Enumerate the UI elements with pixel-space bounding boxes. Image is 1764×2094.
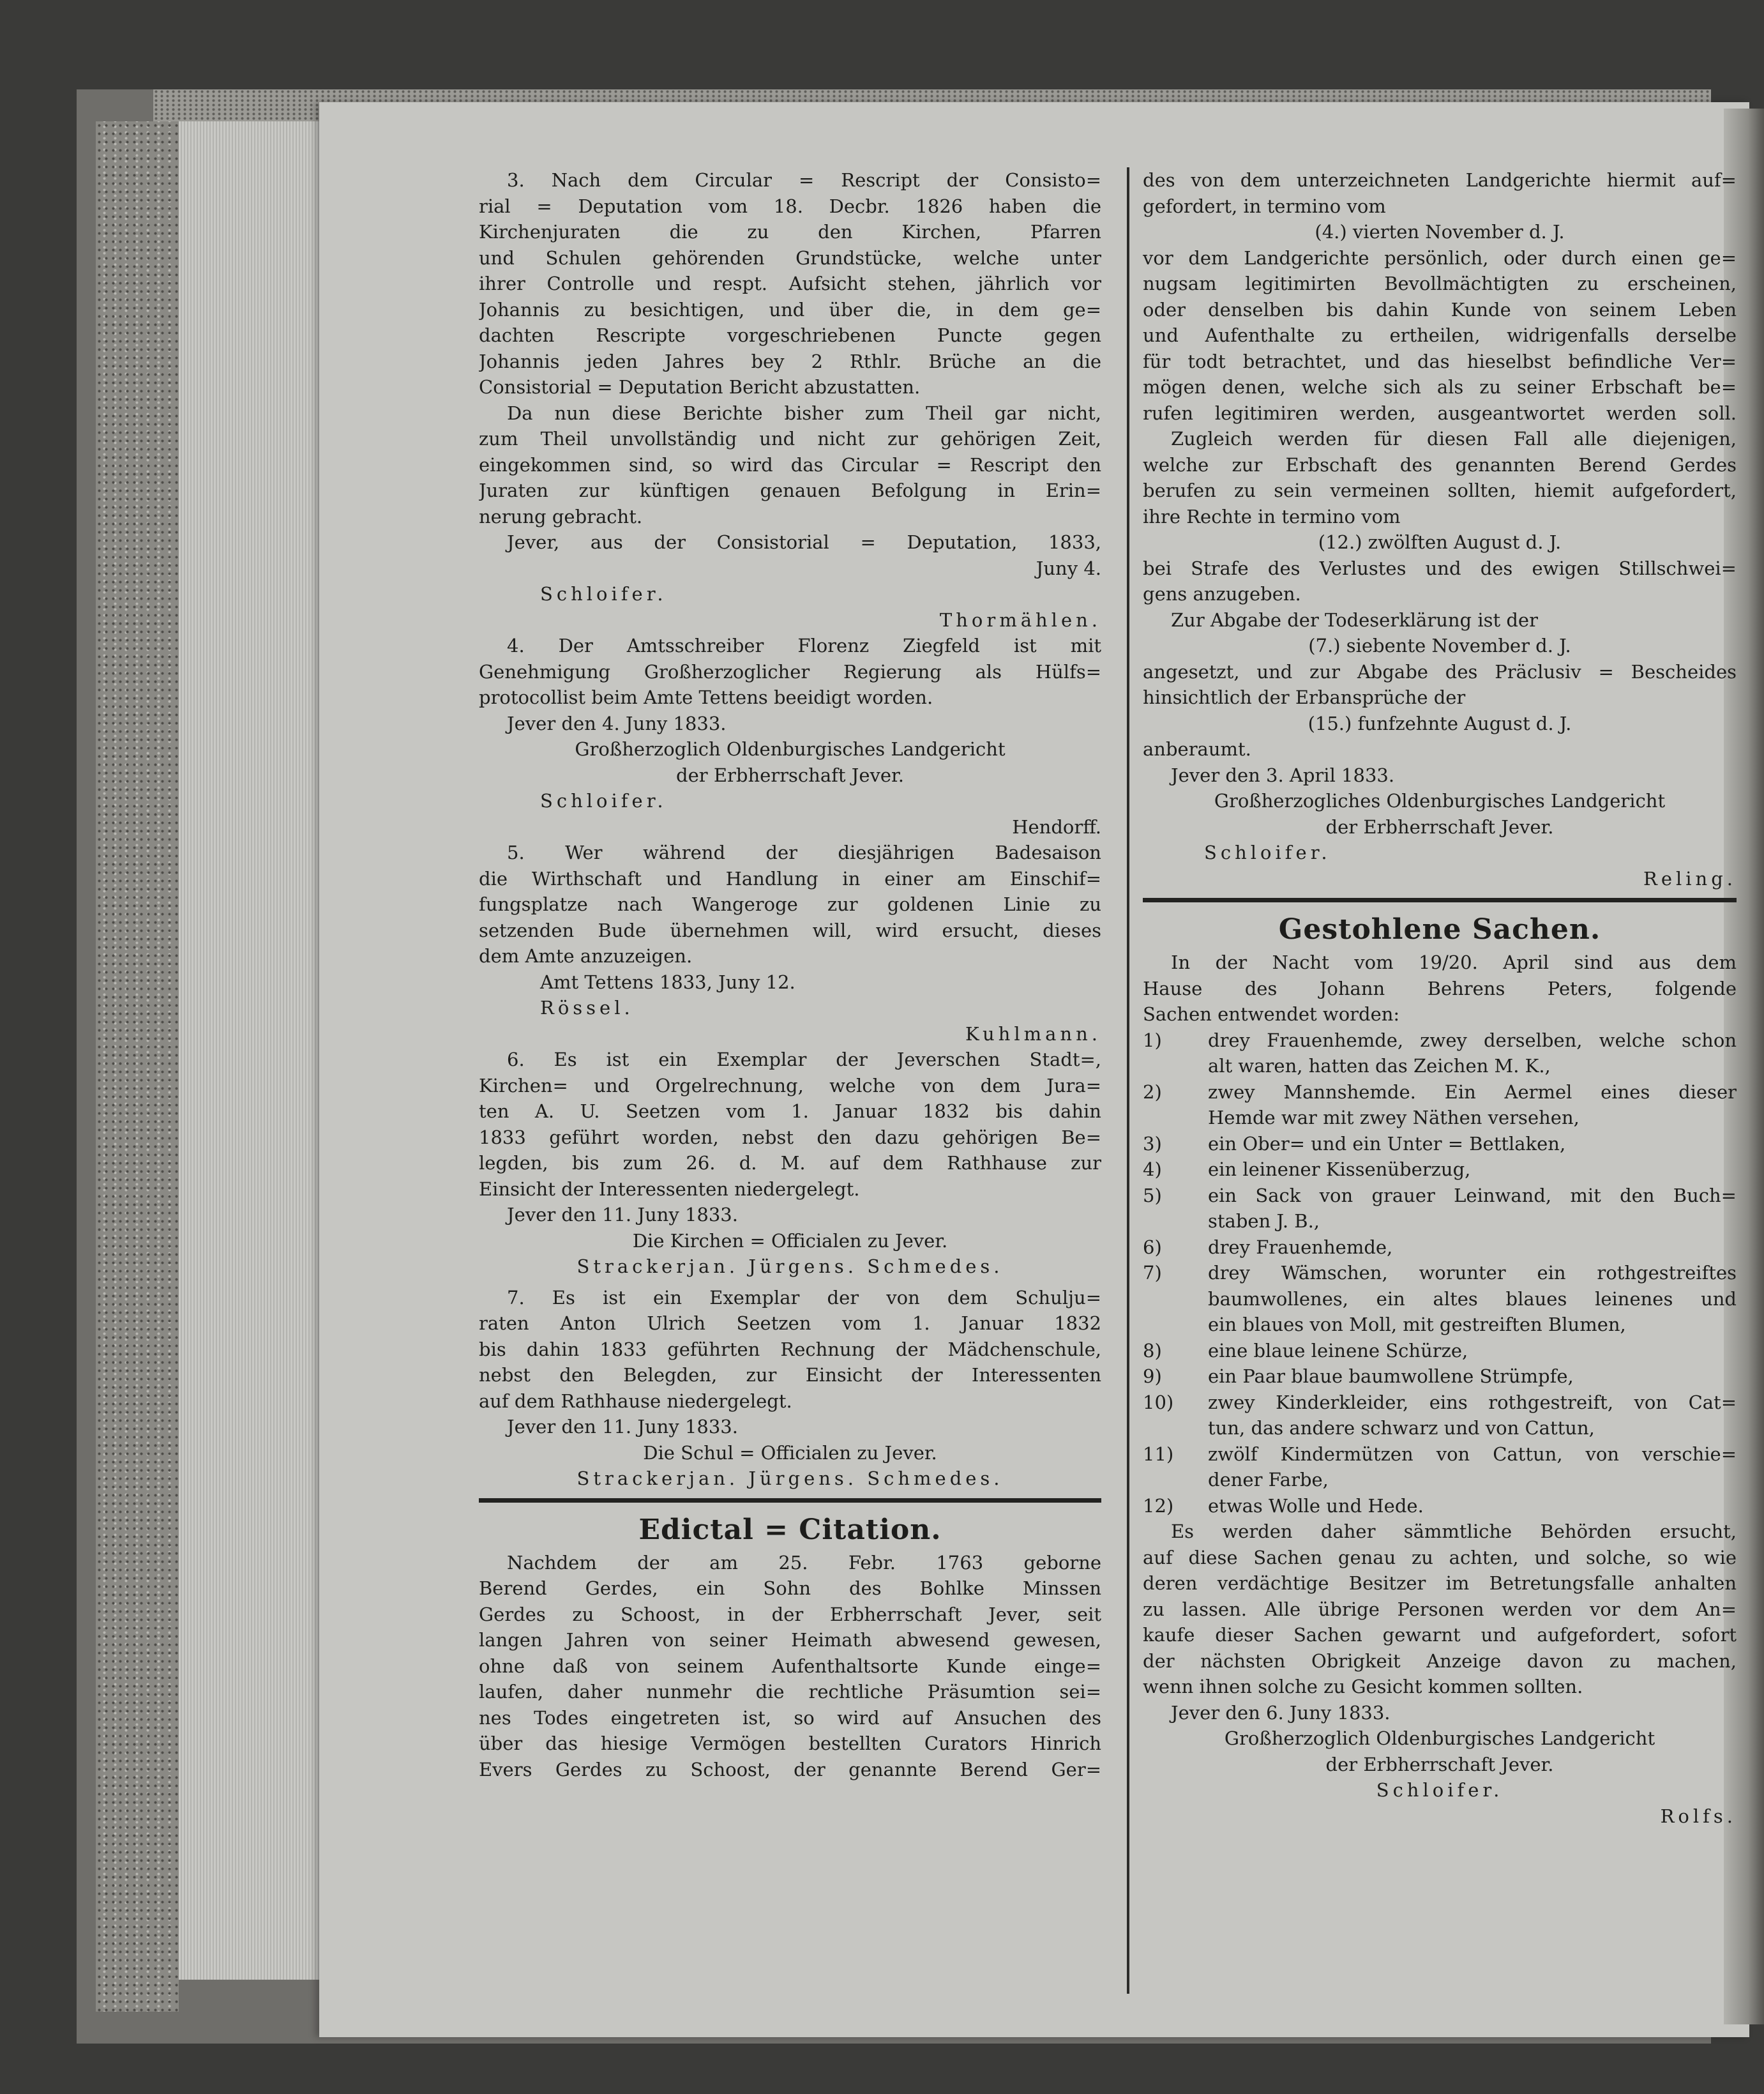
item-number: 10) [1143,1391,1174,1413]
item-text: ein Ober= und ein Unter = Bettlaken, [1208,1132,1566,1155]
text-line: Juraten zur künftigen genauen Befolgung in Erin= [479,480,1101,501]
text-line: nebst den Belegden, zur Einsicht der Interessenten [479,1364,1101,1386]
item-text: ein blaues von Moll, mit gestreiften Blumen, [1208,1314,1626,1335]
stolen-items-list [1143,1028,1737,1519]
list-item [1143,1338,1737,1364]
text-line: Sachen entwendet worden: [1143,1003,1400,1025]
text-line: raten Anton Ulrich Seetzen vom 1. Januar 1832 [479,1312,1101,1334]
office-name: Die Kirchen = Officialen zu Jever. [632,1229,948,1252]
section-rule [1143,898,1737,902]
text-line: anberaumt. [1143,738,1251,760]
text-line: 3. Nach dem Circular = Rescript der Consisto= [507,169,1101,191]
court-name: der Erbherrschaft Jever. [676,764,904,786]
court-name: der Erbherrschaft Jever. [1325,816,1554,838]
item-text: staben J. B., [1208,1210,1320,1232]
section-rule [479,1498,1101,1503]
item-text: drey Wämschen, worunter ein rothgestreiftes [1208,1262,1737,1284]
left-column [479,167,1101,1782]
text-line: deren verdächtige Besitzer im Betretungsfalle anhalten [1143,1572,1737,1594]
text-line: Genehmigung Großherzoglicher Regierung als Hülfs= [479,660,1101,683]
edictal-citation [479,1550,1101,1783]
text-line: Zur Abgabe der Todeserklärung ist der [1171,609,1538,631]
text-line: Evers Gerdes zu Schoost, der genannte Berend Ger= [479,1758,1101,1780]
dateline: Jever, aus der Consistorial = Deputation, 1833, [507,531,1101,553]
dateline: Amt Tettens 1833, Juny 12. [540,971,795,993]
dateline: Jever den 4. Juny 1833. [507,712,727,734]
text-line: angesetzt, und zur Abgabe des Präclusiv = Bescheides [1143,660,1737,683]
text-line: ohne daß von seinem Aufenthaltsorte Kunde einge= [479,1655,1101,1677]
text-line: In der Nacht vom 19/20. April sind aus dem [1171,952,1737,973]
text-line: bei Strafe des Verlustes und des ewigen Stillschwei= [1143,557,1737,579]
text-line: die Wirthschaft und Handlung in einer am Einschif= [479,867,1101,890]
notice-5 [479,840,1101,1047]
text-line: Es werden daher sämmtliche Behörden ersucht, [1171,1521,1737,1542]
section-heading: Gestohlene Sachen. [1278,913,1601,946]
list-item [1143,1079,1737,1105]
item-number: 3) [1143,1132,1162,1155]
term-date: (4.) vierten November d. J. [1315,221,1565,243]
text-line: gens anzugeben. [1143,583,1301,605]
speckled-page-edge [96,121,179,2012]
text-line: kaufe dieser Sachen gewarnt und aufgefordert, sofort [1143,1624,1737,1646]
text-line: für todt betrachtet, und das hieselbst befindliche Ver= [1143,350,1737,372]
term-date: (12.) zwölften August d. J. [1318,531,1562,553]
signatures: Strackerjan. Jürgens. Schmedes. [577,1468,1004,1489]
item-text: zwölf Kindermützen von Cattun, von verschie= [1208,1443,1737,1465]
item-number: 4) [1143,1158,1162,1180]
text-line: zu lassen. Alle übrige Personen werden vor dem An= [1143,1598,1737,1620]
item-text: Hemde war mit zwey Näthen versehen, [1208,1107,1579,1128]
text-line: wenn ihnen solche zu Gesicht kommen sollten. [1143,1676,1583,1697]
item-text: ein Paar blaue baumwollene Strümpfe, [1208,1365,1574,1387]
list-item [1143,1183,1737,1209]
item-number: 11) [1143,1443,1174,1465]
dateline: Juny 4. [1036,557,1101,579]
list-item [1143,1234,1737,1261]
term-date: (15.) funfzehnte August d. J. [1308,712,1572,734]
signature: Reling. [1643,867,1737,890]
item-number: 8) [1143,1339,1162,1362]
text-line: mögen denen, welche sich als zu seiner Erbschaft be= [1143,376,1737,398]
list-item [1143,1363,1737,1390]
text-line: auf dem Rathhause niedergelegt. [479,1390,792,1412]
item-text: drey Frauenhemde, zwey derselben, welche schon [1208,1029,1737,1051]
text-line: nes Todes eingetreten ist, so wird auf Ansuchen des [479,1706,1101,1729]
text-line: Johannis zu besichtigen, und über die, in dem ge= [479,298,1101,321]
text-line: ihre Rechte in termino vom [1143,505,1401,527]
notice-7 [479,1285,1101,1492]
text-line: 1833 geführt worden, nebst den dazu gehörigen Be= [479,1126,1101,1148]
list-item [1143,1493,1737,1519]
signature: Hendorff. [1012,816,1101,838]
text-line: Nachdem der am 25. Febr. 1763 geborne [507,1551,1101,1574]
text-line: Kirchenjuraten die zu den Kirchen, Pfarren [479,221,1101,243]
dateline: Jever den 11. Juny 1833. [507,1416,738,1438]
text-line: Hause des Johann Behrens Peters, folgende [1143,977,1737,999]
text-line: bis dahin 1833 geführten Rechnung der Mädchenschule, [479,1338,1101,1360]
text-line: zum Theil unvollständig und nicht zur gehörigen Zeit, [479,428,1101,450]
text-line: Einsicht der Interessenten niedergelegt. [479,1178,860,1200]
item-text: ein leinener Kissenüberzug, [1208,1158,1471,1180]
text-line: und Aufenthalte zu ertheilen, widrigenfalls derselbe [1143,324,1737,346]
court-name: Großherzoglich Oldenburgisches Landgericht [575,738,1006,760]
section-heading: Edictal = Citation. [638,1513,942,1546]
list-item [1143,1157,1737,1183]
item-text: etwas Wolle und Hede. [1208,1494,1424,1517]
text-line: protocollist beim Amte Tettens beeidigt worden. [479,687,933,708]
item-number: 2) [1143,1081,1162,1103]
list-item [1143,1390,1737,1416]
item-text: alt waren, hatten das Zeichen M. K., [1208,1055,1551,1077]
item-text: dener Farbe, [1208,1469,1329,1491]
notice-3 [479,167,1101,633]
text-line: ten A. U. Seetzen vom 1. Januar 1832 bis dahin [479,1100,1101,1122]
text-line: Johannis jeden Jahres bey 2 Rthlr. Brüche an die [479,350,1101,372]
text-line: 7. Es ist ein Exemplar der von dem Schulju= [507,1286,1101,1309]
text-line: oder denselben bis dahin Kunde von seinem Leben [1143,298,1737,321]
item-number: 12) [1143,1494,1174,1517]
text-line: rufen legitimiren werden, ausgeantwortet werden soll. [1143,402,1737,424]
list-item [1143,1441,1737,1468]
text-line: Kirchen= und Orgelrechnung, welche von dem Jura= [479,1074,1101,1096]
text-line: Da nun diese Berichte bisher zum Theil gar nicht, [507,402,1101,424]
item-text: eine blaue leinene Schürze, [1208,1339,1468,1362]
text-line: eingekommen sind, so wird das Circular = Rescript den [479,453,1101,476]
list-item [1143,1260,1737,1286]
text-line: rial = Deputation vom 18. Decbr. 1826 haben die [479,195,1101,217]
text-line: hinsichtlich der Erbansprüche der [1143,687,1466,708]
text-line: legden, bis zum 26. d. M. auf dem Rathhause zur [479,1152,1101,1174]
text-line: über das hiesige Vermögen bestellten Curators Hinrich [479,1733,1101,1754]
signature: Schloifer. [540,790,667,812]
edictal-citation-continued [1143,167,1737,891]
text-line: dachten Rescripte vorgeschriebenen Puncte gegen [479,324,1101,346]
signature: Schloifer. [540,583,667,605]
court-name: Großherzoglich Oldenburgisches Landgericht [1224,1727,1655,1749]
text-line: gefordert, in termino vom [1143,195,1386,217]
signature: Schloifer. [1204,842,1331,863]
item-number: 6) [1143,1236,1162,1258]
text-line: welche zur Erbschaft des genannten Berend Gerdes [1143,453,1737,476]
text-line: der nächsten Obrigkeit Anzeige davon zu machen, [1143,1650,1737,1672]
list-item [1143,1131,1737,1157]
text-line: nerung gebracht. [479,505,643,527]
dateline: Jever den 6. Juny 1833. [1171,1701,1391,1724]
court-name: der Erbherrschaft Jever. [1325,1753,1554,1775]
signature: Thormählen. [939,609,1101,631]
text-line: 4. Der Amtsschreiber Florenz Ziegfeld ist mit [507,635,1101,656]
signature: Rolfs. [1660,1805,1737,1827]
text-line: Gerdes zu Schoost, in der Erbherrschaft Jever, seit [479,1603,1101,1625]
court-name: Großherzogliches Oldenburgisches Landgericht [1214,790,1666,812]
signature: Rössel. [540,997,634,1019]
item-number: 1) [1143,1029,1162,1051]
text-line: fungsplatze nach Wangeroge zur goldenen Linie zu [479,893,1101,915]
list-item [1143,1028,1737,1054]
office-name: Die Schul = Officialen zu Jever. [643,1441,937,1464]
item-text: tun, das andere schwarz und von Cattun, [1208,1417,1595,1439]
dateline: Jever den 3. April 1833. [1171,764,1395,786]
text-line: Zugleich werden für diesen Fall alle diejenigen, [1171,428,1737,450]
text-line: ihrer Controlle und respt. Aufsicht stehen, jährlich vor [479,273,1101,294]
signature: Kuhlmann. [965,1022,1101,1045]
signatures: Strackerjan. Jürgens. Schmedes. [577,1256,1004,1277]
text-line: Berend Gerdes, ein Sohn des Bohlke Minssen [479,1577,1101,1599]
item-number: 7) [1143,1262,1162,1284]
text-line: vor dem Landgerichte persönlich, oder durch einen ge= [1143,247,1737,269]
text-line: langen Jahren von seiner Heimath abwesend gewesen, [479,1629,1101,1651]
term-date: (7.) siebente November d. J. [1308,635,1571,656]
item-text: baumwollenes, ein altes blaues leinenes und [1208,1287,1737,1310]
text-line: Consistorial = Deputation Bericht abzustatten. [479,376,921,398]
stolen-goods-notice [1143,950,1737,1829]
item-text: zwey Kinderkleider, eins rothgestreift, von Cat= [1208,1391,1737,1413]
item-text: ein Sack von grauer Leinwand, mit den Buch= [1208,1184,1737,1206]
notice-4 [479,633,1101,840]
column-divider [1127,167,1129,1994]
text-line: nugsam legitimirten Bevollmächtigten zu erscheinen, [1143,273,1737,294]
notice-6 [479,1047,1101,1280]
text-line: auf diese Sachen genau zu achten, und solche, so wie [1143,1546,1737,1568]
text-line: 5. Wer während der diesjährigen Badesaison [507,842,1101,863]
stacked-page-edges [179,121,326,1980]
text-line: und Schulen gehörenden Grundstücke, welche unter [479,247,1101,269]
text-line: des von dem unterzeichneten Landgerichte hiermit auf= [1143,169,1737,191]
text-line: laufen, daher nunmehr die rechtliche Präsumtion sei= [479,1681,1101,1703]
dateline: Jever den 11. Juny 1833. [507,1204,738,1225]
item-number: 9) [1143,1365,1162,1387]
signature: Schloifer. [1376,1779,1504,1801]
item-text: drey Frauenhemde, [1208,1236,1393,1258]
item-number: 5) [1143,1184,1162,1206]
right-column [1143,167,1737,1829]
text-line: berufen zu sein vermeinen sollten, hiemit aufgefordert, [1143,480,1737,501]
text-line: setzenden Bude übernehmen will, wird ersucht, dieses [479,919,1101,941]
text-line: dem Amte anzuzeigen. [479,945,693,967]
item-text: zwey Mannshemde. Ein Aermel eines dieser [1208,1081,1737,1103]
text-line: 6. Es ist ein Exemplar der Jeverschen Stadt=, [507,1049,1101,1070]
